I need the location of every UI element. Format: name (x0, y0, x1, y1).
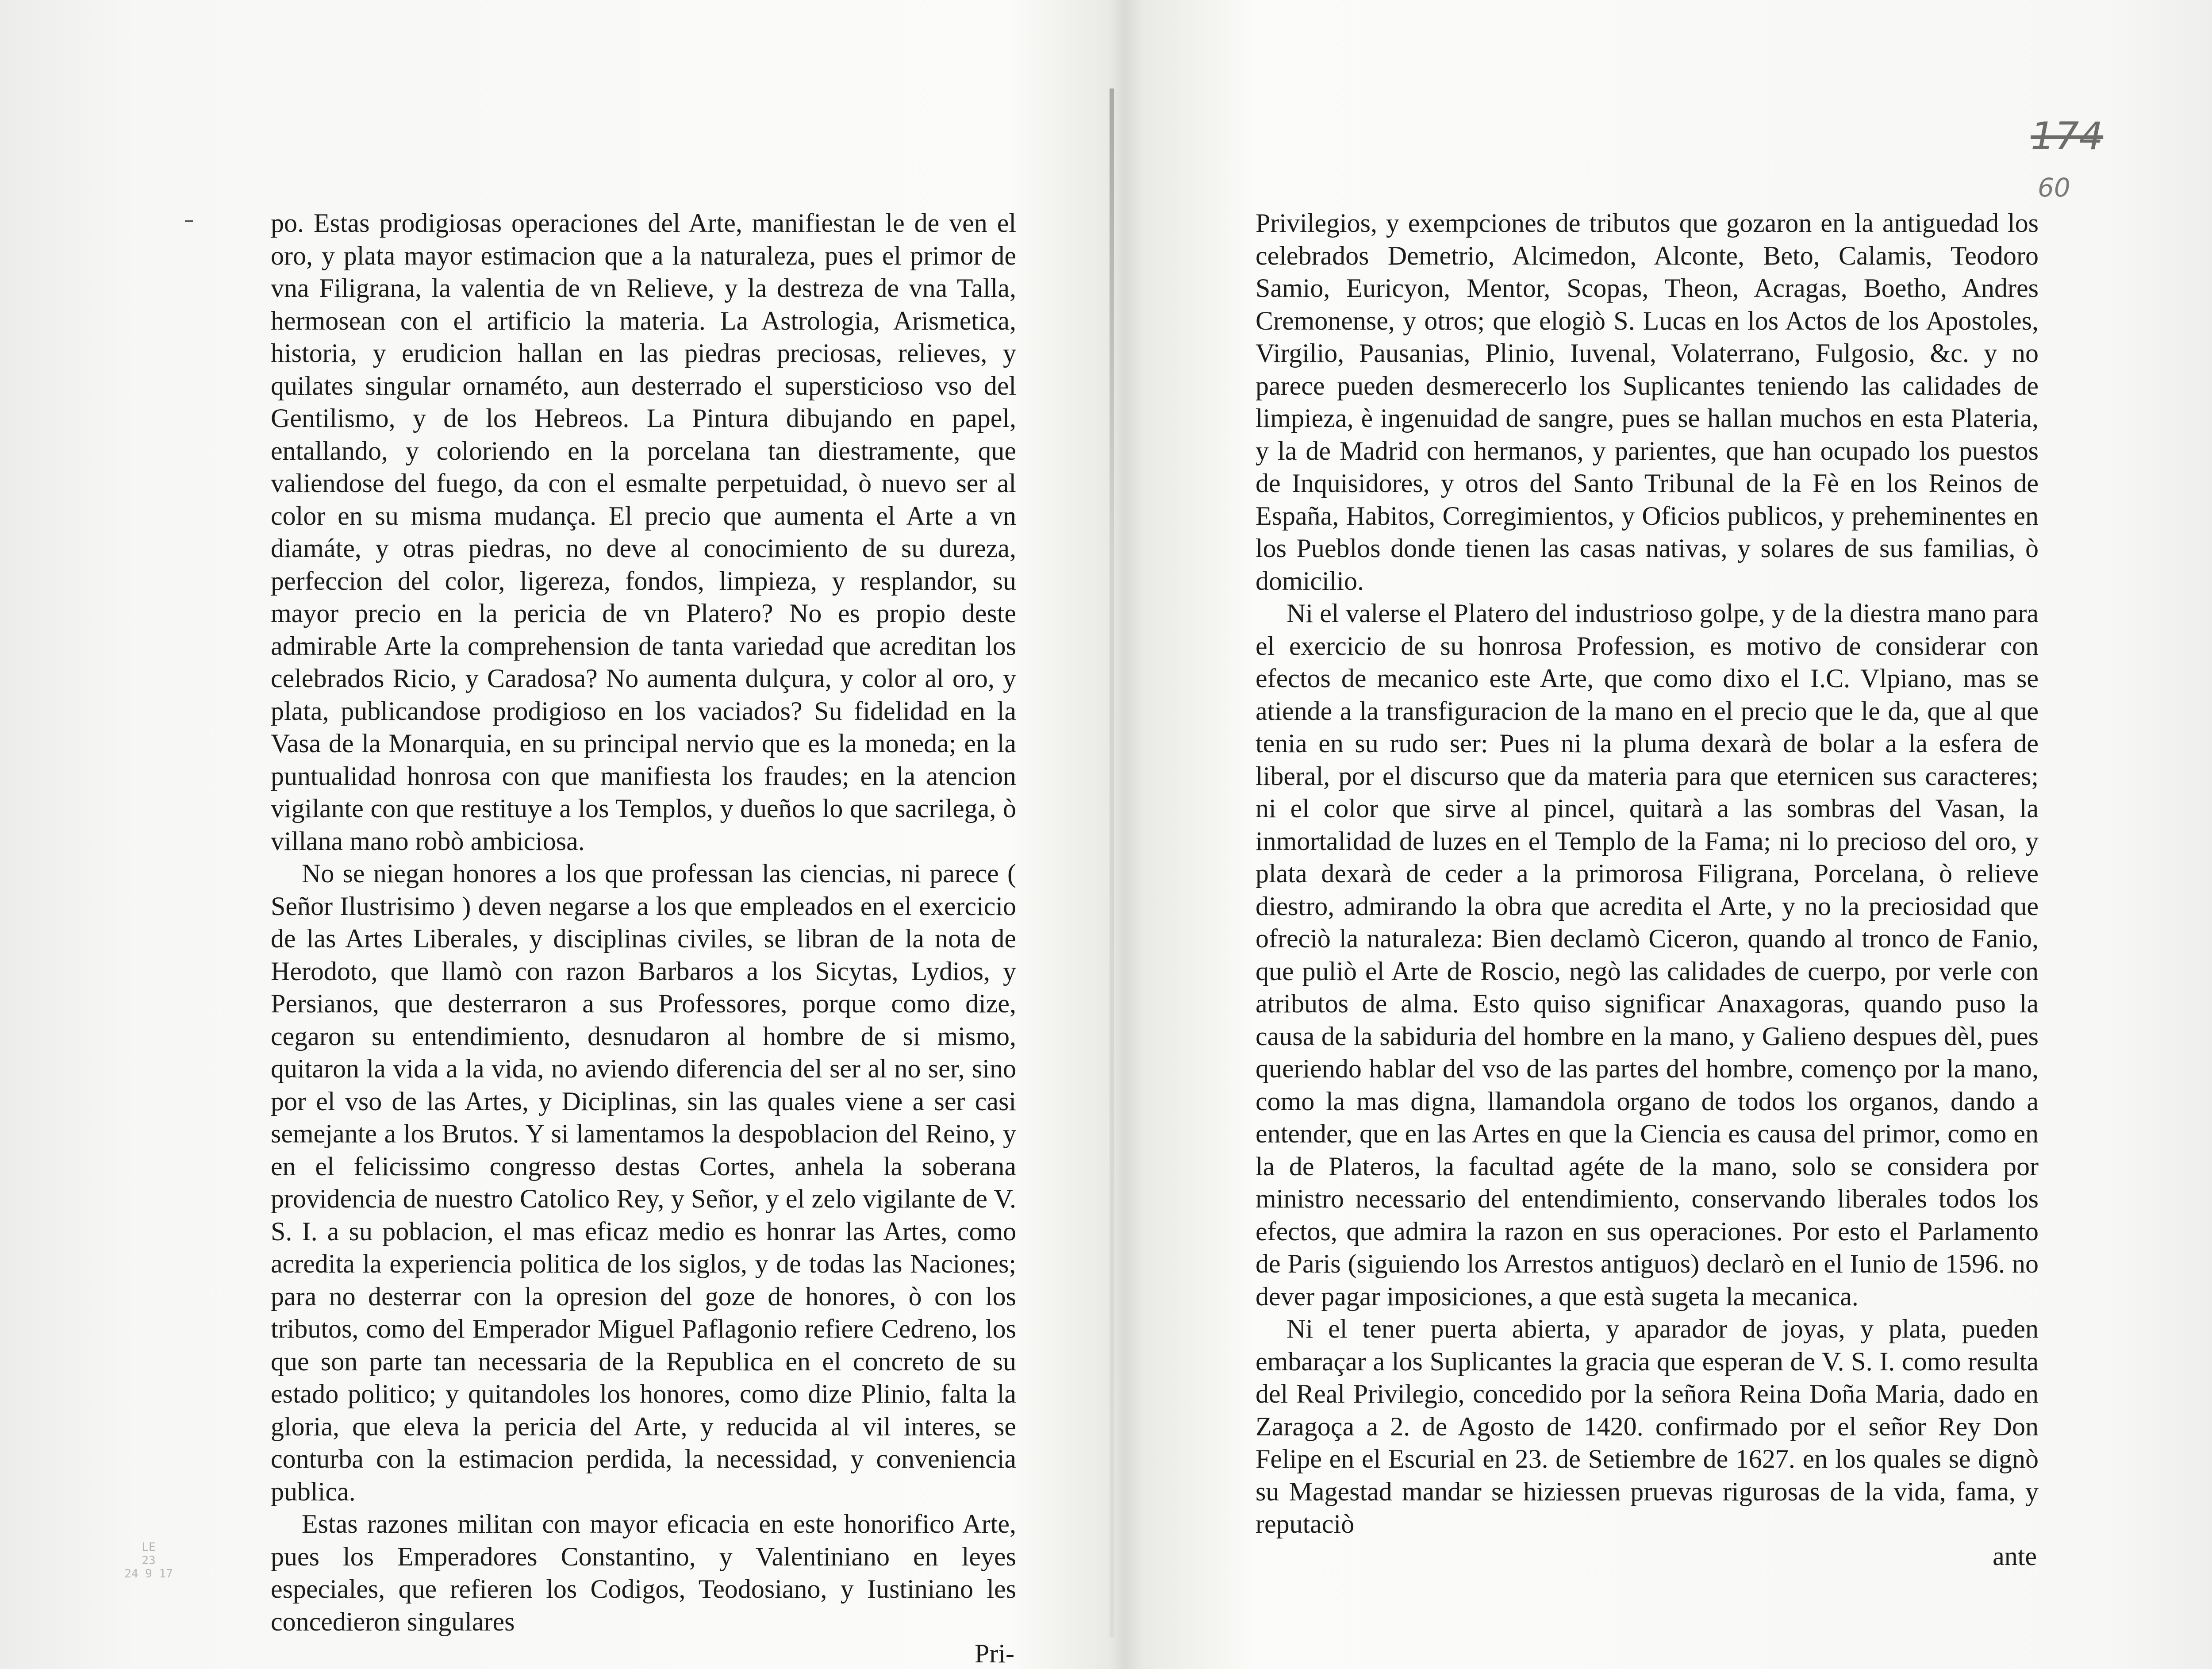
right-paragraph-1: Privilegios, y exempciones de tributos que gozaron en la antiguedad los celebrados Demetrio, Alcimedon, Alconte, Beto, Calamis, Teodoro Samio, Euricyon, Mentor, Scopas, Theon, Acragas, Boetho, Andres Cremonense, y otros; que elogiò S. Lucas en los Actos de los Apostoles, Virgilio, Pausanias, Plinio, Iuvenal, Volaterrano, Fulgosio, &c. y no parece pueden desmerecerlo los Suplicantes teniendo las calidades de limpieza, è ingenuidad de sangre, pues se hallan muchos en esta Plateria, y la de Madrid con hermanos, y parientes, que han ocupado los puestos de Inquisidores, y otros del Santo Tribunal de la Fè en los Reinos de España, Habitos, Corregimientos, y Oficios publicos, y preheminentes en los Pueblos donde tienen las casas nativas, y solares de sus familias, ò domicilio. (1256, 208, 2039, 596)
left-paragraph-2: No se niegan honores a los que professan las ciencias, ni parece ( Señor Ilustrisimo ) deven negarse a los que empleados en el exercicio de las Artes Liberales, y disciplinas civiles, se libran de la nota de Herodoto, que llamò con razon Barbaros a los Sicytas, Lydios, y Persianos, que desterraron a sus Professores, porque como dize, cegaron su entendimiento, desnudaron al hombre de si mismo, quitaron la vida a la vida, no aviendo diferencia del ser al no ser, sino por el vso de las Artes, y Diciplinas, sin las quales viene a ser casi semejante a los Brutos. Y si lamentamos la despoblacion del Reino, y en el felicissimo congresso destas Cortes, anhela la soberana providencia de nuestro Catolico Rey, y Señor, y el zelo vigilante de V. S. I. a su poblacion, el mas eficaz medio es honrar las Artes, como acredita la experiencia politica de los siglos, y de todas las Naciones; para no desterrar con la opresion del goze de honores, ò con los tributos, como del Emperador Miguel Paflagonio refiere Cedreno, los que son parte tan necessaria de la Republica en el concreto de su estado politico; y quitandoles los honores, como dize Plinio, falta la gloria, que eleva la pericia del Arte, y reducida al vil interes, se conturba con la estimacion perdida, la necessidad, y conveniencia publica. (271, 859, 1016, 1506)
right-paragraph-3: Ni el tener puerta abierta, y aparador de joyas, y plata, pueden embaraçar a los Suplicantes la gracia que esperan de V. S. I. como resulta del Real Privilegio, concedido por la señora Reina Doña Maria, dado en Zaragoça a 2. de Agosto de 1420. confirmado por el señor Rey Don Felipe en el Escurial en 23. de Setiembre de 1627. en los quales se dignò su Magestad mandar se hiziessen pruevas rigurosas de la vida, fama, y reputaciò (1256, 1314, 2039, 1538)
stamp-line-3: 24 9 17 (124, 1567, 173, 1581)
folio-number-secondary: 60 (2038, 173, 2070, 203)
right-page (1256, 207, 2039, 1572)
stamp-line-2: 23 (142, 1554, 156, 1567)
right-paragraph-2: Ni el valerse el Platero del industrioso golpe, y de la diestra mano para el exercicio de su honrosa Profession, es motivo de considerar con efectos de mecanico este Arte, que como dixo el I.C. Vlpiano, mas se atiende a la transfiguracion de la mano en el precio que le da, que al que tenia en su rudo ser: Pues ni la pluma dexarà de bolar a la esfera de liberal, por el discurso que da materia para que eternicen sus caracteres; ni el color que sirve al pincel, quitarà a las sombras del Vasan, la inmortalidad de luzes en el Templo de la Fama; ni lo precioso del oro, y plata dexarà de ceder a la primorosa Filigrana, Porcelana, ò relieve diestro, admirando la obra que acredita el Arte, y no la preciosidad que ofreciò la naturaleza: Bien declamò Ciceron, quando al tronco de Fanio, que puliò el Arte de Roscio, negò las calidades de cuerpo, por verle con atributos de alma. Esto quiso significar Anaxagoras, quando puso la causa de la sabiduria del hombre en la mano, y Galieno despues dèl, pues queriendo hablar del vso de las partes del hombre, començo por la mano, como la mas digna, llamandola organo de todos los organos, dando a entender, que en las Artes en que la Ciencia es causa del primor, como en la de Plateros, la facultad agéte de la mano, solo se considera por ministro necessario del entendimiento, conservando liberales todos los efectos, que admira la razon en sus operaciones. Por esto el Parlamento de Paris (siguiendo los Arrestos antiguos) declarò en el Iunio de 1596. no dever pagar imposiciones, a que està sugeta la mecanica. (1256, 599, 2039, 1311)
left-catchword: Pri- (975, 1639, 1014, 1668)
right-catchword: ante (1993, 1541, 2037, 1571)
folio-number: 174 (2031, 114, 2104, 158)
stamp-line-1: LE (142, 1541, 156, 1554)
library-stamp (113, 1541, 184, 1581)
left-paragraph-3: Estas razones militan con mayor eficacia en este honorifico Arte, pues los Emperadores Constantino, y Valentiniano en leyes especiales, que refieren los Codigos, Teodosiano, y Iustiniano les concedieron singulares (271, 1509, 1016, 1636)
book-gutter (1110, 88, 1114, 1637)
margin-mark (185, 220, 193, 222)
left-paragraph-1: po. Estas prodigiosas operaciones del Arte, manifiestan le de ven el oro, y plata mayor estimacion que a la naturaleza, pues el primor de vna Filigrana, la valentia de vn Relieve, y la destreza de vna Talla, hermosean con el artificio la materia. La Astrologia, Arismetica, historia, y erudicion hallan en las piedras preciosas, relieves, y quilates singular ornaméto, aun desterrado el supersticioso vso del Gentilismo, y de los Hebreos. La Pintura dibujando en papel, entallando, y coloriendo en la porcelana tan diestramente, que valiendose del fuego, da con el esmalte perpetuidad, ò nuevo ser al color en su misma mudança. El precio que aumenta el Arte a vn diamáte, y otras piedras, no deve al conocimiento de su dureza, perfeccion del color, ligereza, fondos, limpieza, y resplandor, su mayor precio en la pericia de vn Platero? No es propio deste admirable Arte la comprehension de tanta variedad que acreditan los celebrados Ricio, y Caradosa? No aumenta dulçura, y color al oro, y plata, publicandose prodigioso en los vaciados? Su fidelidad en la Vasa de la Monarquia, en su principal nervio que es la moneda; en la puntualidad honrosa con que manifiesta los fraudes; en la atencion vigilante con que restituye a los Templos, y dueños lo que sacrilega, ò villana mano robò ambiciosa. (271, 208, 1016, 856)
left-page (271, 207, 1016, 1669)
